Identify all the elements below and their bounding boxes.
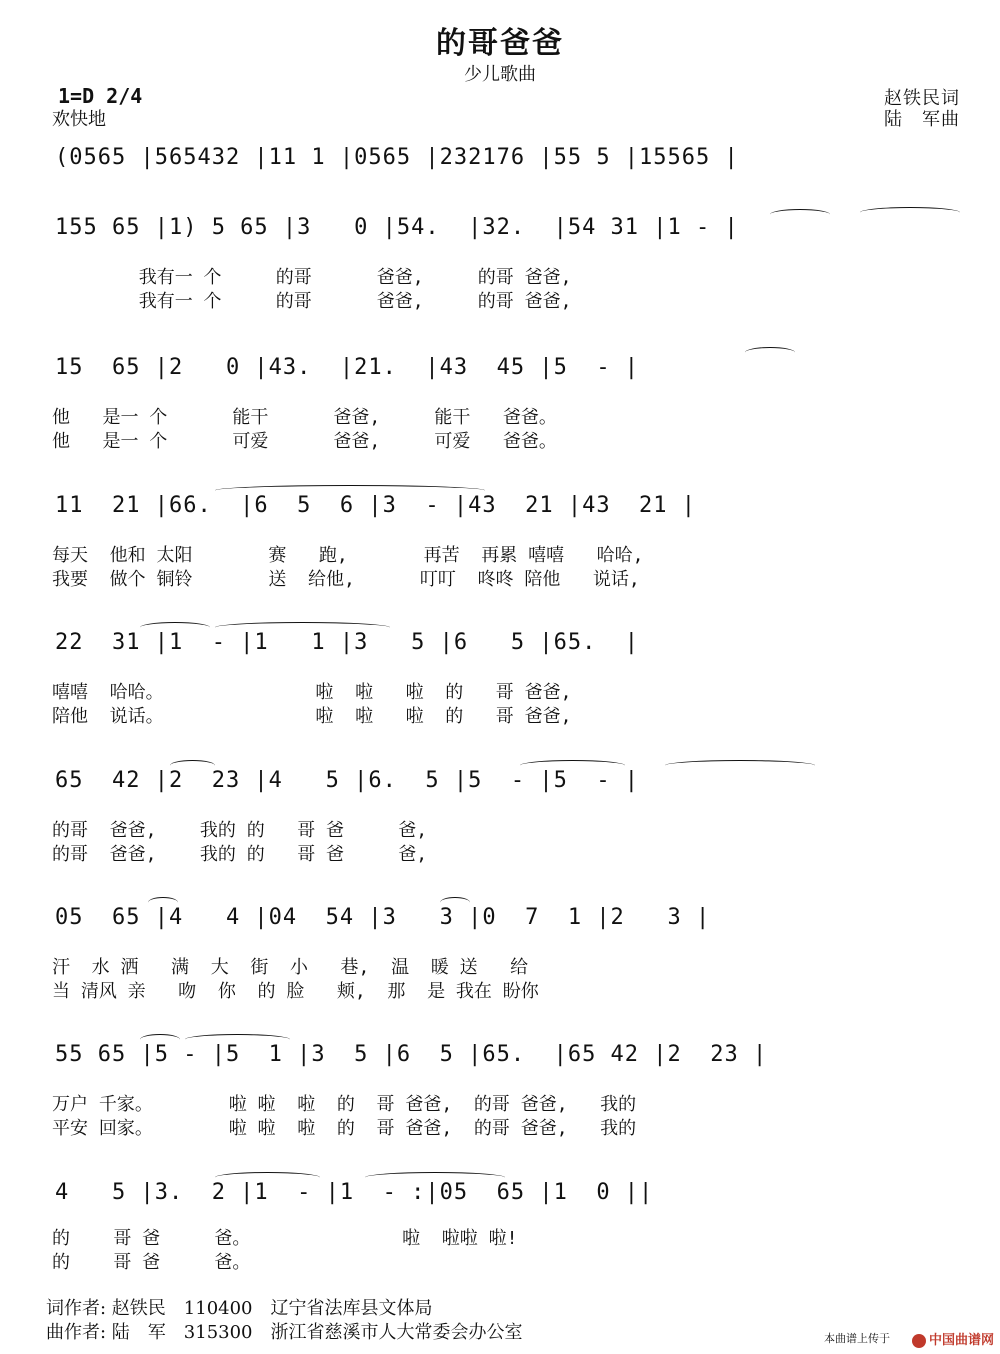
notation-line: 15 65 |2 0 |43. |21. |43 45 |5 - |: [55, 355, 640, 380]
lyrics-verse-1: 的 哥 爸 爸。 啦 啦啦 啦!: [52, 1228, 518, 1249]
lyricist-contact: 词作者: 赵铁民 110400 辽宁省法库县文体局: [46, 1298, 433, 1319]
notation-line: 65 42 |2 23 |4 5 |6. 5 |5 - |5 - |: [55, 768, 640, 793]
notation-line: 11 21 |66. |6 5 6 |3 - |43 21 |43 21 |: [55, 493, 697, 518]
lyrics-verse-2: 我要 做个 铜铃 送 给他, 叮叮 咚咚 陪他 说话,: [52, 569, 640, 590]
slur-mark: [770, 209, 830, 220]
slur-mark: [665, 760, 815, 771]
slur-mark: [170, 760, 215, 771]
lyrics-verse-2: 陪他 说话。 啦 啦 啦 的 哥 爸爸,: [52, 706, 572, 727]
slur-mark: [185, 1034, 290, 1045]
slur-mark: [140, 622, 210, 633]
notation-line: 155 65 |1) 5 65 |3 0 |54. |32. |54 31 |1 - |: [55, 215, 739, 240]
lyrics-verse-1: 嘻嘻 哈哈。 啦 啦 啦 的 哥 爸爸,: [52, 682, 572, 703]
lyrics-verse-2: 当 清风 亲 吻 你 的 脸 颊, 那 是 我在 盼你: [52, 981, 539, 1002]
lyricist-credit: 赵铁民词: [884, 88, 960, 109]
lyrics-verse-1: 他 是一 个 能干 爸爸, 能干 爸爸。: [52, 407, 557, 428]
lyrics-verse-1: 的哥 爸爸, 我的 的 哥 爸 爸,: [52, 820, 428, 841]
slur-mark: [860, 207, 960, 218]
slur-mark: [745, 347, 795, 358]
tempo-marking: 欢快地: [52, 109, 106, 130]
slur-mark: [215, 1172, 320, 1183]
lyrics-verse-1: 我有一 个 的哥 爸爸, 的哥 爸爸,: [52, 267, 572, 288]
slur-mark: [440, 897, 470, 908]
song-subtitle: 少儿歌曲: [464, 64, 536, 85]
song-title: 的哥爸爸: [436, 26, 564, 61]
lyrics-verse-1: 万户 千家。 啦 啦 啦 的 哥 爸爸, 的哥 爸爸, 我的: [52, 1094, 637, 1115]
lyrics-verse-1: 汗 水 洒 满 大 街 小 巷, 温 暖 送 给: [52, 957, 529, 978]
slur-mark: [520, 760, 625, 771]
slur-mark: [215, 622, 390, 633]
site-logo-icon: [912, 1334, 926, 1348]
slur-mark: [365, 1172, 505, 1183]
lyrics-verse-2: 的 哥 爸 爸。: [52, 1252, 251, 1273]
composer-credit: 陆 军曲: [884, 109, 960, 130]
notation-line: 22 31 |1 - |1 1 |3 5 |6 5 |65. |: [55, 630, 640, 655]
composer-contact: 曲作者: 陆 军 315300 浙江省慈溪市人大常委会办公室: [46, 1322, 523, 1343]
lyrics-verse-2: 我有一 个 的哥 爸爸, 的哥 爸爸,: [52, 291, 572, 312]
lyrics-verse-2: 平安 回家。 啦 啦 啦 的 哥 爸爸, 的哥 爸爸, 我的: [52, 1118, 637, 1139]
lyrics-verse-2: 的哥 爸爸, 我的 的 哥 爸 爸,: [52, 844, 428, 865]
notation-line: 55 65 |5 - |5 1 |3 5 |6 5 |65. |65 42 |2 23 |: [55, 1042, 768, 1067]
key-signature: 1=D 2/4: [58, 84, 143, 108]
slur-mark: [215, 485, 485, 496]
site-name: 中国曲谱网: [928, 1333, 994, 1348]
lyrics-verse-1: 每天 他和 太阳 赛 跑, 再苦 再累 嘻嘻 哈哈,: [52, 545, 644, 566]
upload-note: 本曲谱上传于: [824, 1332, 890, 1345]
slur-mark: [140, 1034, 180, 1045]
notation-line: 4 5 |3. 2 |1 - |1 - :|05 65 |1 0 ||: [55, 1180, 654, 1205]
notation-line: 05 65 |4 4 |04 54 |3 3 |0 7 1 |2 3 |: [55, 905, 711, 930]
slur-mark: [148, 897, 178, 908]
notation-line: (0565 |565432 |11 1 |0565 |232176 |55 5 |15565 |: [55, 145, 739, 170]
site-logo[interactable]: [912, 1329, 994, 1348]
lyrics-verse-2: 他 是一 个 可爱 爸爸, 可爱 爸爸。: [52, 431, 557, 452]
